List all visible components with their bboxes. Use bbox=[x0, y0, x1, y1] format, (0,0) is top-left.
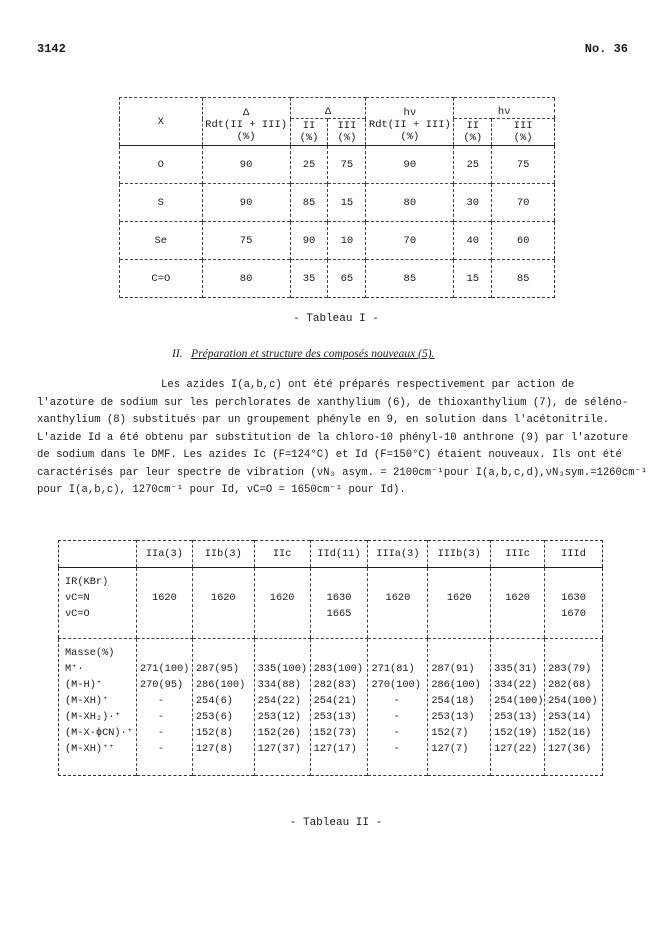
t2-value: 253(13) bbox=[494, 711, 538, 723]
table-1-caption: - Tableau I - bbox=[293, 313, 379, 325]
t2-value bbox=[314, 645, 368, 661]
t2-value: 152(7) bbox=[431, 727, 469, 739]
paragraph-line: de sodium dans le DMF. Les azides Ic (F=124°C) et Id (F=150°C) étaient nouveaux. Ils ont été bbox=[37, 449, 622, 461]
t1-cell-ii-delta: 25 bbox=[290, 146, 328, 184]
page-number: 3142 bbox=[37, 42, 66, 56]
table-2-caption: - Tableau II - bbox=[289, 817, 383, 829]
t2-value: 127(36) bbox=[548, 743, 592, 755]
t1-rdt-label: Rdt(II + III) bbox=[205, 118, 288, 131]
t2-value: 152(19) bbox=[494, 727, 538, 739]
t2-value bbox=[428, 606, 490, 622]
t1-cell-ii-hv: 15 bbox=[454, 260, 492, 298]
t1-cell-rdt-delta: 75 bbox=[202, 222, 290, 260]
t2-value: 1620 bbox=[385, 592, 411, 604]
t2-value bbox=[491, 606, 544, 622]
t2-value: - bbox=[157, 727, 165, 739]
t2-ir-cell bbox=[428, 568, 491, 639]
t2-mass-cell bbox=[491, 639, 545, 776]
section-title: Préparation et structure des composés nouveaux (5). bbox=[191, 348, 435, 360]
t2-value bbox=[491, 574, 544, 590]
t1-cell-rdt-hv: 85 bbox=[366, 260, 454, 298]
t1-cell-iii-hv: 85 bbox=[492, 260, 555, 298]
t2-value: 334(88) bbox=[257, 679, 301, 691]
t2-ir-cell bbox=[192, 568, 254, 639]
t2-mass-cell bbox=[310, 639, 368, 776]
t2-value: 254(22) bbox=[257, 695, 301, 707]
t2-header-col: IIIa(3) bbox=[368, 541, 428, 568]
t2-value: 253(13) bbox=[313, 711, 357, 723]
t2-value bbox=[193, 574, 254, 590]
t2-value: 253(6) bbox=[195, 711, 233, 723]
t1-cell-ii-hv: 30 bbox=[454, 184, 492, 222]
t2-value: - bbox=[157, 743, 165, 755]
t1-cell-iii-delta: 75 bbox=[328, 146, 366, 184]
t2-value: 1620 bbox=[505, 592, 530, 604]
t1-iii-label: III bbox=[337, 120, 357, 132]
t1-header-rdt-delta bbox=[202, 119, 290, 146]
table-row bbox=[120, 146, 555, 184]
t1-pct-label: (%) bbox=[337, 132, 357, 144]
t2-mass-cell bbox=[545, 639, 603, 776]
t1-cell-rdt-hv: 90 bbox=[366, 146, 454, 184]
t1-cell-ii-hv: 25 bbox=[454, 146, 492, 184]
t1-cell-iii-delta: 15 bbox=[328, 184, 366, 222]
t2-value bbox=[368, 606, 427, 622]
t2-header-col: IIIb(3) bbox=[428, 541, 491, 568]
t2-value: 1620 bbox=[269, 592, 295, 604]
t1-ii-label: II bbox=[466, 120, 480, 132]
t2-value: 253(13) bbox=[431, 711, 475, 723]
t2-value: 1630 bbox=[326, 592, 352, 604]
t2-value: 271(100) bbox=[139, 663, 190, 675]
t1-cell-iii-delta: 65 bbox=[328, 260, 366, 298]
t2-value bbox=[255, 574, 310, 590]
t2-value: - bbox=[157, 711, 165, 723]
t2-header-col: IIb(3) bbox=[192, 541, 254, 568]
t2-value: 253(14) bbox=[548, 711, 592, 723]
table-2-mass-row bbox=[59, 639, 603, 776]
t1-header-iii-hv bbox=[492, 119, 555, 146]
t2-value bbox=[368, 574, 427, 590]
t2-value bbox=[545, 574, 602, 590]
t1-cell-x: O bbox=[120, 146, 203, 184]
t2-value bbox=[258, 645, 310, 661]
t2-value: 127(17) bbox=[313, 743, 357, 755]
t1-pct-label: (%) bbox=[299, 132, 319, 144]
t2-value bbox=[137, 606, 192, 622]
t2-value: 254(21) bbox=[313, 695, 357, 707]
t2-value bbox=[428, 574, 490, 590]
t2-header-col: IIa(3) bbox=[136, 541, 192, 568]
t1-cell-rdt-delta: 80 bbox=[202, 260, 290, 298]
t2-ir-cell bbox=[368, 568, 428, 639]
paragraph-line: pour I(a,b,c), 1270cm⁻¹ pour Id, νC=O = 1650cm⁻¹ pour Id). bbox=[37, 484, 406, 496]
t2-value: 152(16) bbox=[548, 727, 592, 739]
paragraph-line: L'azide Id a été obtenu par substitution de la chloro-10 phényl-10 anthrone (9) par l'azoture bbox=[37, 431, 629, 444]
table-row bbox=[120, 222, 555, 260]
t1-rdt-label: Rdt(II + III) bbox=[368, 118, 451, 131]
t2-value: 271(81) bbox=[371, 663, 415, 675]
t2-value: 254(100) bbox=[494, 695, 544, 707]
t2-value: 1630 bbox=[561, 592, 586, 604]
t2-value: 282(68) bbox=[548, 679, 592, 691]
t2-value: 254(100) bbox=[548, 695, 598, 707]
t2-row-label: (M-XH)⁺⁺ bbox=[65, 743, 115, 755]
t2-value bbox=[548, 645, 602, 661]
t1-header-delta-span: Δ bbox=[290, 98, 366, 119]
t1-iii-label: III bbox=[513, 120, 533, 132]
t2-value: - bbox=[393, 727, 400, 739]
t2-value: 1620 bbox=[152, 592, 177, 604]
t2-value: 1620 bbox=[210, 592, 236, 604]
t1-pct-label: (%) bbox=[400, 130, 420, 143]
t2-value: 152(73) bbox=[313, 727, 357, 739]
table-2-header-row bbox=[59, 541, 603, 568]
t2-value: 282(83) bbox=[313, 679, 357, 691]
t2-value: 270(100) bbox=[371, 679, 421, 691]
t2-mass-cell bbox=[136, 639, 192, 776]
t1-cell-x: C=O bbox=[120, 260, 203, 298]
t2-value: 335(100) bbox=[257, 663, 308, 675]
t2-ir-cell bbox=[310, 568, 368, 639]
t2-header-col: IIIc bbox=[491, 541, 545, 568]
t2-row-label: νC=O bbox=[65, 608, 90, 620]
t2-value: 127(7) bbox=[431, 743, 469, 755]
section-number: II. bbox=[172, 348, 183, 360]
paragraph-line: Les azides I(a,b,c) ont été préparés respectivement par action de bbox=[161, 379, 575, 391]
t2-row-label: (M-XH₂)·⁺ bbox=[65, 711, 121, 723]
t2-row-label: (M-XH)⁺ bbox=[65, 695, 109, 707]
t1-cell-rdt-hv: 70 bbox=[366, 222, 454, 260]
body-paragraph bbox=[37, 377, 648, 500]
journal-issue: No. 36 bbox=[584, 42, 628, 56]
t1-header-hv: hν bbox=[366, 98, 454, 119]
t2-mass-cell bbox=[192, 639, 254, 776]
t1-pct-label: (%) bbox=[236, 130, 256, 143]
t2-ir-cell bbox=[491, 568, 545, 639]
t1-header-iii-delta bbox=[328, 119, 366, 146]
t2-value bbox=[311, 574, 368, 590]
t2-header-col: IId(11) bbox=[310, 541, 368, 568]
t1-cell-iii-hv: 75 bbox=[492, 146, 555, 184]
t2-value: 1670 bbox=[561, 608, 586, 620]
t1-cell-x: Se bbox=[120, 222, 203, 260]
t1-ii-label: II bbox=[302, 120, 316, 132]
t2-value: 287(91) bbox=[431, 663, 475, 675]
t2-value bbox=[255, 606, 310, 622]
t2-value: 127(22) bbox=[494, 743, 538, 755]
t2-row-label: (M-X-ϕCN)·⁺ bbox=[65, 727, 133, 739]
t2-value: 127(8) bbox=[195, 743, 233, 755]
t1-cell-rdt-delta: 90 bbox=[202, 146, 290, 184]
t1-header-ii-delta bbox=[290, 119, 328, 146]
t2-value bbox=[431, 645, 490, 661]
t1-pct-label: (%) bbox=[463, 132, 483, 144]
t1-cell-iii-hv: 60 bbox=[492, 222, 555, 260]
t2-ir-cell bbox=[254, 568, 310, 639]
t2-value bbox=[193, 606, 254, 622]
t1-cell-iii-delta: 10 bbox=[328, 222, 366, 260]
t2-value: 152(8) bbox=[195, 727, 233, 739]
t2-header-col: IIc bbox=[254, 541, 310, 568]
t2-value bbox=[196, 645, 254, 661]
table-row bbox=[120, 184, 555, 222]
t1-header-ii-hv bbox=[454, 119, 492, 146]
paragraph-line: caractérisés par leur spectre de vibration (νN₃ asym. = 2100cm⁻¹pour I(a,b,c,d),νN₃sym.=1260cm⁻¹ bbox=[37, 466, 648, 479]
t2-value: 254(18) bbox=[431, 695, 475, 707]
t1-cell-ii-delta: 35 bbox=[290, 260, 328, 298]
t2-ir-labels bbox=[59, 568, 137, 639]
t1-cell-x: S bbox=[120, 184, 203, 222]
t1-cell-ii-delta: 85 bbox=[290, 184, 328, 222]
t1-cell-rdt-hv: 80 bbox=[366, 184, 454, 222]
t1-header-rdt-hv bbox=[366, 119, 454, 146]
t2-row-label: νC=N bbox=[65, 592, 90, 604]
t2-row-label: Masse(%) bbox=[65, 647, 115, 659]
t2-header-empty bbox=[59, 541, 137, 568]
t2-value: 287(95) bbox=[195, 663, 240, 675]
t2-value: 1665 bbox=[326, 608, 352, 620]
t1-header-hv-span: hν bbox=[454, 98, 555, 119]
t1-cell-iii-hv: 70 bbox=[492, 184, 555, 222]
t2-value: 334(22) bbox=[494, 679, 538, 691]
t2-value: 270(95) bbox=[139, 679, 184, 691]
t2-value: 253(12) bbox=[257, 711, 301, 723]
t1-cell-ii-delta: 90 bbox=[290, 222, 328, 260]
t1-cell-rdt-delta: 90 bbox=[202, 184, 290, 222]
t2-value: 286(100) bbox=[431, 679, 481, 691]
t2-value: 254(6) bbox=[195, 695, 233, 707]
t2-value: 283(79) bbox=[548, 663, 592, 675]
t2-mass-labels bbox=[59, 639, 137, 776]
table-1 bbox=[119, 97, 555, 298]
t2-ir-cell bbox=[545, 568, 603, 639]
t1-header-x: X bbox=[120, 98, 203, 146]
table-2 bbox=[58, 540, 603, 776]
paragraph-line: xanthylium (8) substitués par un groupement phényle en 9, en solution dans l'acétonitrile. bbox=[37, 414, 610, 426]
t2-row-label: M⁺· bbox=[65, 663, 84, 675]
t2-header-col: IIId bbox=[545, 541, 603, 568]
t2-value bbox=[494, 645, 544, 661]
t2-value bbox=[137, 574, 192, 590]
t2-value: 283(100) bbox=[313, 663, 364, 675]
table-1-header-row-1 bbox=[120, 98, 555, 119]
table-row bbox=[120, 260, 555, 298]
t2-value: 152(26) bbox=[257, 727, 301, 739]
t2-value: - bbox=[393, 711, 400, 723]
t2-value: 127(37) bbox=[257, 743, 301, 755]
t2-value bbox=[371, 645, 427, 661]
t2-value: 335(31) bbox=[494, 663, 538, 675]
t2-mass-cell bbox=[428, 639, 491, 776]
paragraph-line: l'azoture de sodium sur les perchlorates de xanthylium (6), de thioxanthylium (7), de séléno- bbox=[37, 396, 629, 409]
t2-value bbox=[140, 645, 192, 661]
t2-value: - bbox=[157, 695, 165, 707]
t2-ir-cell bbox=[136, 568, 192, 639]
t1-cell-ii-hv: 40 bbox=[454, 222, 492, 260]
t2-value: 1620 bbox=[446, 592, 472, 604]
t1-pct-label: (%) bbox=[513, 132, 533, 144]
t2-row-label: (M-H)⁺ bbox=[65, 679, 103, 691]
t2-value: - bbox=[393, 743, 400, 755]
section-heading bbox=[172, 348, 434, 360]
t2-mass-cell bbox=[368, 639, 428, 776]
table-2-ir-row bbox=[59, 568, 603, 639]
t2-value: - bbox=[393, 695, 400, 707]
t1-header-delta: Δ bbox=[202, 98, 290, 119]
t2-mass-cell bbox=[254, 639, 310, 776]
t2-row-label: IR(KBr) bbox=[65, 576, 109, 588]
t2-value: 286(100) bbox=[195, 679, 246, 691]
